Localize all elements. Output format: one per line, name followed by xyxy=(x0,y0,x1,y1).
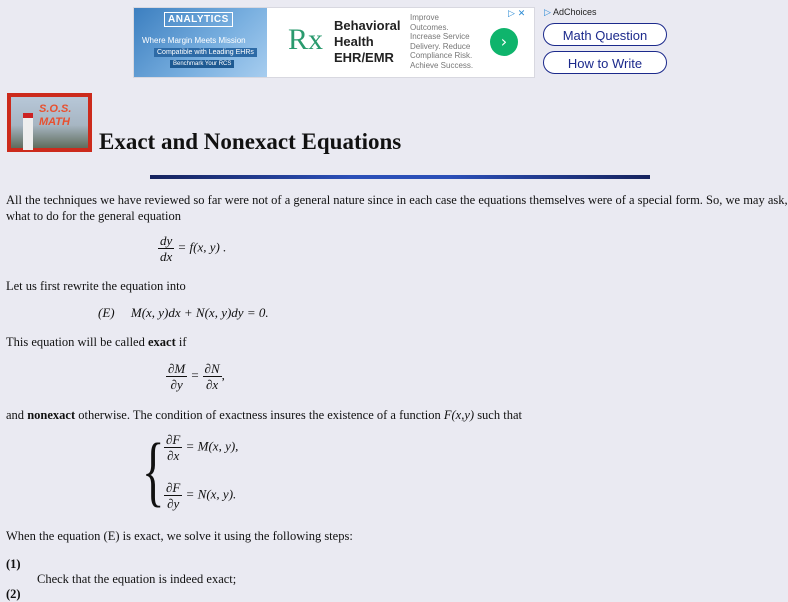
ad-benchmark-text: Benchmark Your RCS xyxy=(170,60,234,68)
logo-text-line1: S.O.S. xyxy=(39,103,72,115)
ad-compatible-text: Compatible with Leading EHRs xyxy=(154,48,257,57)
ad-title[interactable]: Behavioral Health EHR/EMR xyxy=(334,18,401,65)
ad-analytics-label: ANALYTICS xyxy=(164,12,233,27)
exact-paragraph: This equation will be called exact if xyxy=(6,335,187,349)
intro-paragraph: All the techniques we have reviewed so far were not of a general nature since in each case the equations themselves were of a special form. So, we may ask, what to do for the general equation xyxy=(6,193,788,223)
how-to-write-button[interactable]: How to Write xyxy=(543,51,667,74)
system-brace: { xyxy=(142,427,165,514)
ad-mission-text: Where Margin Meets Mission xyxy=(142,36,246,45)
step-2-label: (2) xyxy=(6,587,21,601)
system-eq-1: $\frac{\partial F}{\partial x}$ = M(x, y), xyxy=(166,432,239,463)
ad-image[interactable] xyxy=(134,8,267,77)
ad-close-icon[interactable]: ▷ ✕ xyxy=(508,9,526,19)
rx-logo-icon: Rx xyxy=(288,23,324,56)
exactness-condition: $\frac{\partial M}{\partial y}$ = $\frac{\partial N}{\partial x}$ , xyxy=(168,361,225,392)
lighthouse-icon xyxy=(23,113,33,150)
equation-E-body: M(x, y)dx + N(x, y)dy = 0. xyxy=(130,305,269,320)
page-title: Exact and Nonexact Equations xyxy=(99,129,402,154)
math-question-button[interactable]: Math Question xyxy=(543,23,667,46)
logo-text-line2: MATH xyxy=(39,116,70,128)
ad-go-arrow-icon[interactable]: › xyxy=(490,28,518,56)
adchoices-icon: ▷ xyxy=(544,7,551,17)
general-equation: $\frac{dy}{dx}$ = f(x, y) . xyxy=(160,233,227,264)
adchoices-label: AdChoices xyxy=(552,7,597,17)
logo-text xyxy=(39,103,71,129)
adchoices-link[interactable] xyxy=(544,7,596,18)
step-1-text: Check that the equation is indeed exact; xyxy=(37,572,237,586)
system-eq-2: $\frac{\partial F}{\partial y}$ = N(x, y). xyxy=(166,480,237,511)
logo-image xyxy=(11,97,88,148)
sos-math-logo[interactable] xyxy=(7,93,92,152)
steps-intro-paragraph: When the equation (E) is exact, we solve it using the following steps: xyxy=(6,529,353,543)
equation-E xyxy=(98,305,269,321)
title-divider xyxy=(150,175,650,179)
ad-banner[interactable] xyxy=(133,7,535,78)
dy-dx-fraction: $\frac{dy}{dx}$ xyxy=(160,233,173,264)
equation-E-label: (E) xyxy=(98,305,115,320)
rewrite-paragraph: Let us first rewrite the equation into xyxy=(6,279,186,293)
step-1-label: (1) xyxy=(6,557,21,571)
nonexact-paragraph: and nonexact otherwise. The condition of exactness insures the existence of a function F(x,y) such that xyxy=(6,408,522,422)
ad-description: Improve Outcomes. Increase Service Delivery. Reduce Compliance Risk. Achieve Success. xyxy=(410,13,474,70)
